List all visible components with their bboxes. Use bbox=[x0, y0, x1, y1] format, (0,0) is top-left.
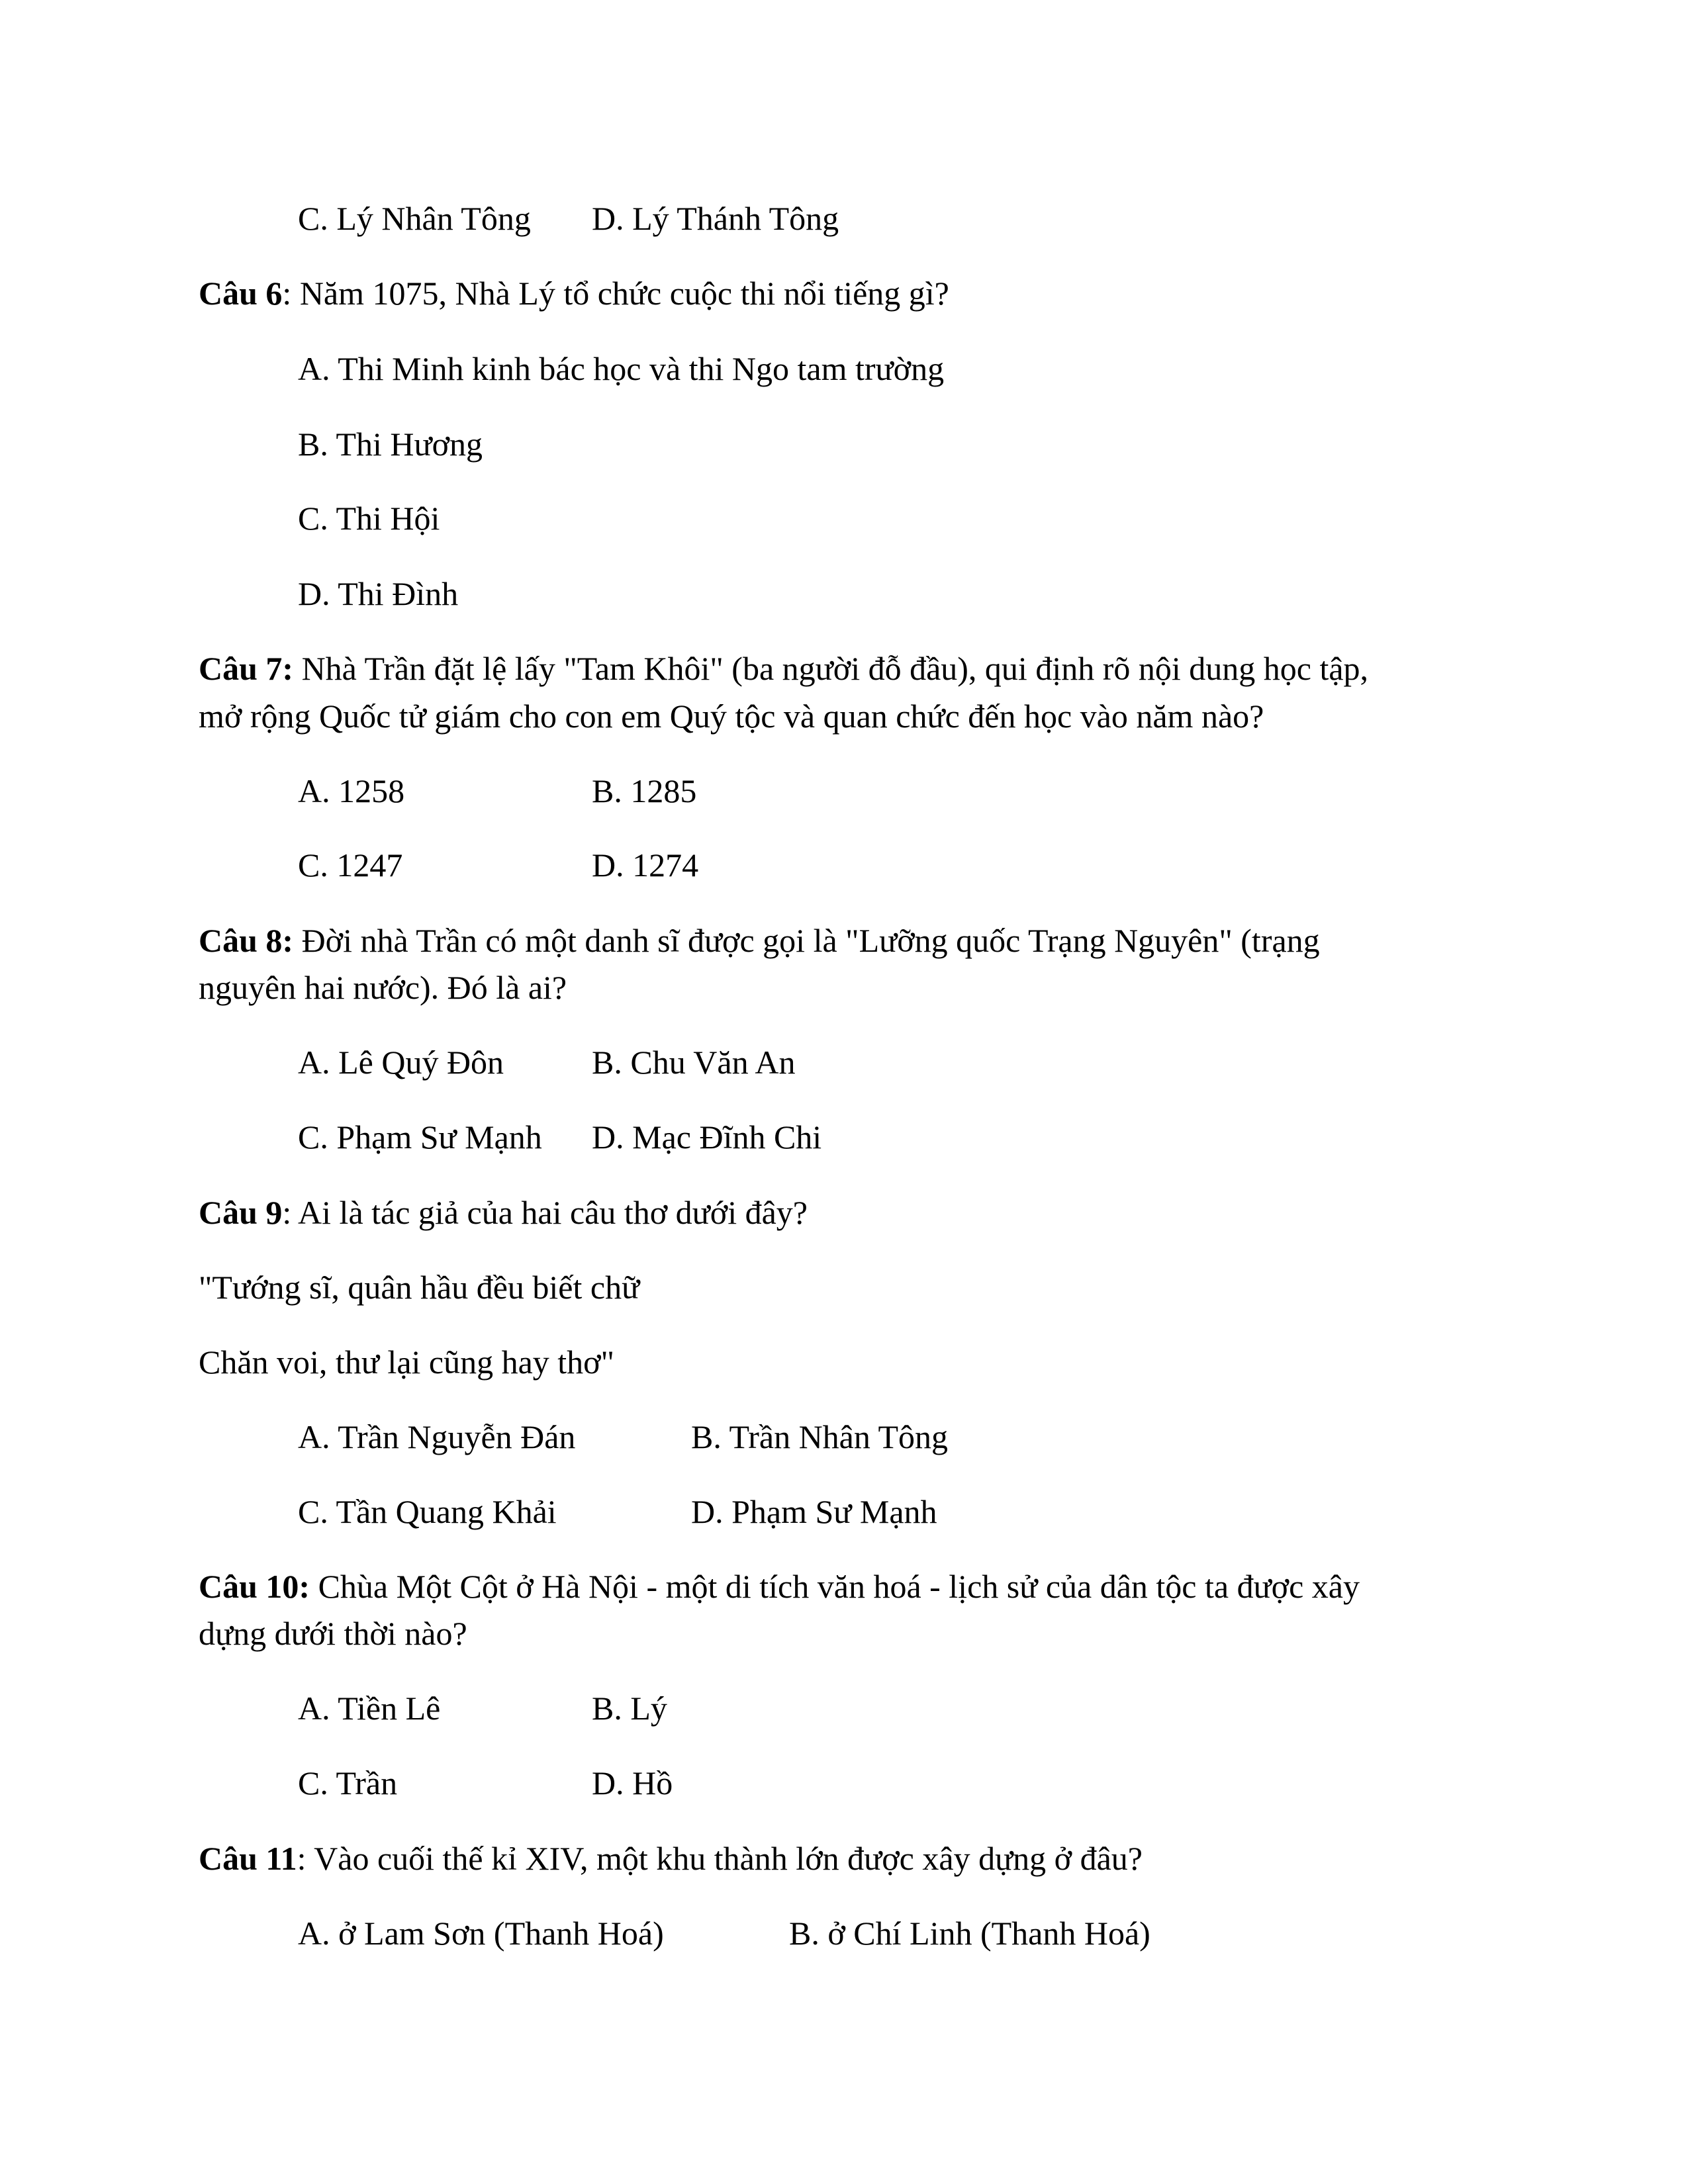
q11-option-a: A. ở Lam Sơn (Thanh Hoá) bbox=[298, 1915, 664, 1952]
question-number: Câu 9 bbox=[199, 1194, 283, 1231]
question-text: : Ai là tác giả của hai câu thơ dưới đây? bbox=[282, 1194, 808, 1231]
q8-option-c: C. Phạm Sư Mạnh bbox=[298, 1118, 542, 1156]
q8-option-b: B. Chu Văn An bbox=[592, 1044, 796, 1081]
q8-option-a: A. Lê Quý Đôn bbox=[298, 1044, 504, 1081]
question-7-line-2: mở rộng Quốc tử giám cho con em Quý tộc và quan chức đến học vào năm nào? bbox=[199, 698, 1264, 735]
question-8 bbox=[199, 917, 1320, 964]
poem-line-1: "Tướng sĩ, quân hầu đều biết chữ bbox=[199, 1269, 640, 1306]
q7-option-d: D. 1274 bbox=[592, 846, 699, 884]
question-11 bbox=[199, 1835, 1143, 1882]
q9-option-a: A. Trần Nguyễn Đán bbox=[298, 1418, 576, 1455]
q10-option-a: A. Tiền Lê bbox=[298, 1690, 441, 1727]
q10-option-d: D. Hồ bbox=[592, 1764, 673, 1801]
question-text: : Năm 1075, Nhà Lý tổ chức cuộc thi nổi tiếng gì? bbox=[282, 275, 949, 312]
question-text: Chùa Một Cột ở Hà Nội - một di tích văn hoá - lịch sử của dân tộc ta được xây bbox=[310, 1568, 1360, 1605]
question-number: Câu 10: bbox=[199, 1568, 310, 1605]
q7-option-a: A. 1258 bbox=[298, 772, 405, 809]
question-9 bbox=[199, 1189, 808, 1236]
q6-option-b: B. Thi Hương bbox=[298, 426, 483, 463]
question-text: Nhà Trần đặt lệ lấy "Tam Khôi" (ba người đỗ đầu), qui định rõ nội dung học tập, bbox=[293, 650, 1369, 687]
q7-option-b: B. 1285 bbox=[592, 772, 697, 809]
q8-option-d: D. Mạc Đĩnh Chi bbox=[592, 1118, 822, 1156]
question-10-line-2: dựng dưới thời nào? bbox=[199, 1615, 467, 1652]
q11-option-b: B. ở Chí Linh (Thanh Hoá) bbox=[789, 1915, 1150, 1952]
question-number: Câu 8: bbox=[199, 922, 294, 959]
q9-option-c: C. Tần Quang Khải bbox=[298, 1493, 557, 1530]
question-number: Câu 11 bbox=[199, 1840, 297, 1877]
q7-option-c: C. 1247 bbox=[298, 846, 403, 884]
q9-option-d: D. Phạm Sư Mạnh bbox=[691, 1493, 937, 1530]
q9-option-b: B. Trần Nhân Tông bbox=[691, 1418, 949, 1455]
question-number: Câu 6 bbox=[199, 275, 283, 312]
q10-option-b: B. Lý bbox=[592, 1690, 667, 1727]
q10-option-c: C. Trần bbox=[298, 1764, 398, 1801]
question-7 bbox=[199, 645, 1368, 692]
q5-option-c: C. Lý Nhân Tông bbox=[298, 200, 531, 237]
question-number: Câu 7: bbox=[199, 650, 294, 687]
poem-line-2: Chăn voi, thư lại cũng hay thơ" bbox=[199, 1343, 615, 1381]
q5-option-d: D. Lý Thánh Tông bbox=[592, 200, 839, 237]
q6-option-d: D. Thi Đình bbox=[298, 575, 459, 612]
q6-option-a: A. Thi Minh kinh bác học và thi Ngo tam trường bbox=[298, 350, 945, 387]
question-6 bbox=[199, 270, 949, 316]
question-10 bbox=[199, 1563, 1360, 1610]
q6-option-c: C. Thi Hội bbox=[298, 500, 440, 537]
question-8-line-2: nguyên hai nước). Đó là ai? bbox=[199, 969, 567, 1006]
question-text: : Vào cuối thế kỉ XIV, một khu thành lớn được xây dựng ở đâu? bbox=[297, 1840, 1143, 1877]
question-text: Đời nhà Trần có một danh sĩ được gọi là "Lưỡng quốc Trạng Nguyên" (trạng bbox=[293, 922, 1320, 959]
